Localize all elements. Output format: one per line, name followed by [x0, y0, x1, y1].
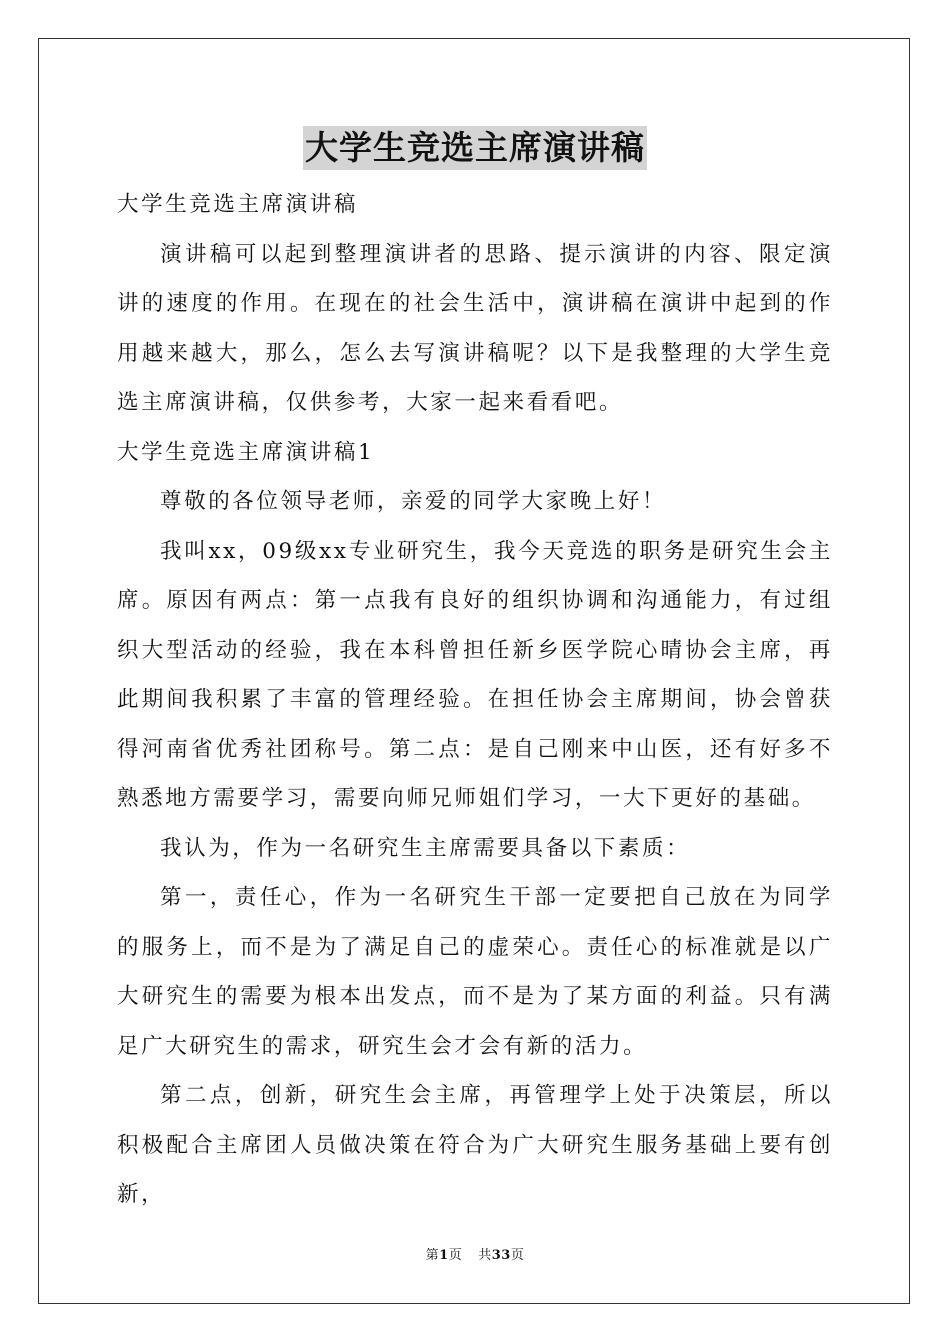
paragraph-0: 大学生竞选主席演讲稿: [117, 192, 359, 217]
total-prefix: 共: [478, 1248, 492, 1263]
title-container: [0, 126, 950, 170]
document-body: [117, 180, 833, 1220]
page-footer: [0, 1247, 950, 1265]
paragraph-2: 大学生竞选主席演讲稿1: [117, 439, 375, 465]
total-pages: 33: [491, 1248, 511, 1263]
page-suffix: 页: [448, 1248, 463, 1263]
paragraph-6: 第一，责任心，作为一名研究生干部一定要把自己放在为同学的服务上，而不是为了满足自己的虚荣心。责任心的标准就是以广大研究生的需要为根本出发点，而不是为了某方面的利益。只有满足广大研究生的需求，研究生会才会有新的活力。: [117, 885, 833, 1059]
paragraph-3: 尊敬的各位领导老师，亲爱的同学大家晚上好！: [160, 489, 667, 514]
page-number: 1: [439, 1248, 449, 1263]
paragraph-7: 第二点，创新，研究生会主席，再管理学上处于决策层，所以积极配合主席团人员做决策在符合为广大研究生服务基础上要有创新，: [117, 1083, 833, 1207]
total-suffix: 页: [510, 1248, 525, 1263]
paragraph-4: 我叫xx，09级xx专业研究生，我今天竞选的职务是研究生会主席。原因有两点：第一点我有良好的组织协调和沟通能力，有过组织大型活动的经验，我在本科曾担任新乡医学院心晴协会主席，再此期间我积累了丰富的管理经验。在担任协会主席期间，协会曾获得河南省优秀社团称号。第二点：是自己刚来中山医，还有好多不熟悉地方需要学习，需要向师兄师姐们学习，一大下更好的基础。: [117, 538, 833, 811]
paragraph-5: 我认为，作为一名研究生主席需要具备以下素质：: [160, 835, 691, 861]
paragraph-1: 演讲稿可以起到整理演讲者的思路、提示演讲的内容、限定演讲的速度的作用。在现在的社会生活中，演讲稿在演讲中起到的作用越来越大，那么，怎么去写演讲稿呢？以下是我整理的大学生竞选主席演讲稿，仅供参考，大家一起来看看吧。: [117, 241, 833, 415]
document-title: 大学生竞选主席演讲稿: [303, 126, 647, 170]
page-prefix: 第: [425, 1248, 440, 1263]
